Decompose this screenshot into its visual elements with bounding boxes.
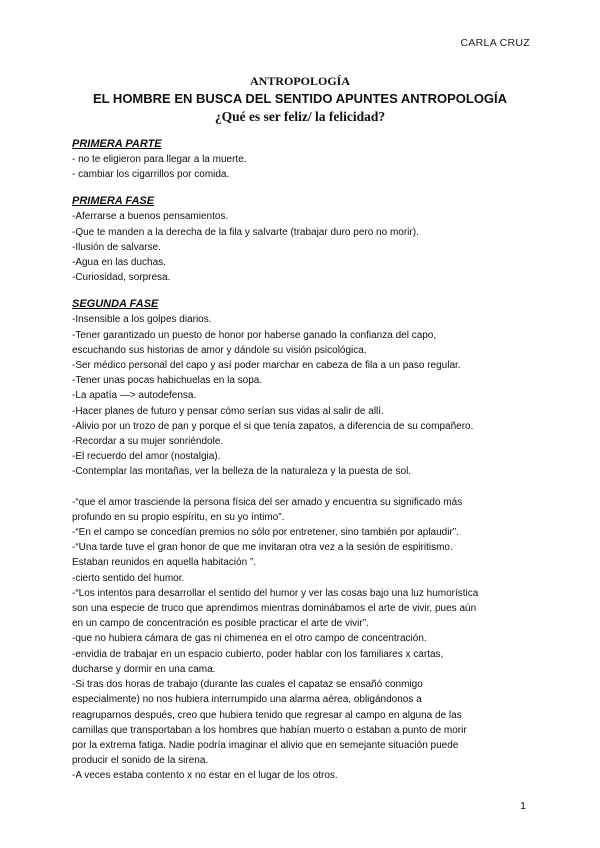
- quote-line: -A veces estaba contento x no estar en el lugar de los otros.: [72, 770, 338, 782]
- section-title: PRIMERA PARTE: [72, 138, 162, 150]
- section-primera-parte: [72, 137, 532, 182]
- list-item: escuchando sus historias de amor y dándole su visión psicológica.: [72, 344, 367, 356]
- list-item: -Aferrarse a buenos pensamientos.: [72, 211, 229, 223]
- list-item: -Tener unas pocas habichuelas en la sopa.: [72, 375, 263, 387]
- quote-line: ducharse y dormir en una cama.: [72, 663, 216, 675]
- subject-title: ANTROPOLOGÍA: [249, 74, 350, 88]
- list-item: -Agua en las duchas.: [72, 257, 166, 269]
- quote-line: -“En el campo se concedían premios no sólo por entretener, sino también por aplaudir”.: [72, 527, 459, 539]
- list-item: -Curiosidad, sorpresa.: [72, 272, 171, 284]
- quote-line: por la extrema fatiga. Nadie podría imaginar el alivio que en semejante situación puede: [72, 739, 459, 751]
- quote-line: -que no hubiera cámara de gas ni chimenea en el otro campo de concentración.: [72, 633, 427, 645]
- page-number: 1: [520, 800, 526, 812]
- list-item: -Que te manden a la derecha de la fila y salvarte (trabajar duro pero no morir).: [72, 226, 419, 238]
- section-segunda-fase: [72, 297, 532, 479]
- list-item: - no te eligieron para llegar a la muerte.: [72, 154, 247, 165]
- section-primera-fase: [72, 194, 532, 285]
- quote-line: reagruparnos después, creo que hubiera tenido que regresar al campo en alguna de las: [72, 709, 462, 721]
- quote-line: producir el sonido de la sirena.: [72, 755, 209, 767]
- list-item: - cambiar los cigarrillos por comida.: [72, 169, 230, 181]
- list-item: -Tener garantizado un puesto de honor por haberse ganado la confianza del capo,: [72, 329, 437, 341]
- quote-line: -“que el amor trasciende la persona física del ser amado y encuentra su significado más: [72, 496, 463, 508]
- quotes-block: [72, 495, 532, 784]
- quote-line: Estaban reunidos en aquella habitación ”.: [72, 557, 257, 569]
- quote-line: -cierto sentido del humor.: [72, 572, 185, 584]
- title-block: [0, 74, 600, 126]
- question-title: ¿Qué es ser feliz/ la felicidad?: [214, 109, 386, 124]
- list-item: -Alivio por un trozo de pan y porque el si que tenía zapatos, a diferencia de su compañero.: [72, 420, 474, 432]
- quote-line: profundo en su propio espíritu, en su yo íntimo”.: [72, 511, 285, 523]
- paragraph-gap: [72, 480, 532, 495]
- quote-line: son una especie de truco que aprendimos mientras dominábamos el arte de vivir, pues aún: [72, 603, 477, 615]
- list-item: -Ilusión de salvarse.: [72, 241, 161, 253]
- quote-line: especialmente) no nos hubiera interrumpido una alarma aérea, obligándonos a: [72, 694, 422, 706]
- list-item: -El recuerdo del amor (nostalgia).: [72, 451, 221, 463]
- section-title: SEGUNDA FASE: [72, 298, 159, 311]
- author-header: CARLA CRUZ: [460, 37, 530, 49]
- list-item: -Hacer planes de futuro y pensar cómo serían sus vidas al salir de allí.: [72, 405, 384, 417]
- section-title: PRIMERA FASE: [72, 195, 155, 208]
- list-item: -Ser médico personal del capo y así poder marchar en cabeza de fila a un paso regular.: [72, 360, 461, 372]
- list-item: -Recordar a su mujer sonriéndole.: [72, 436, 224, 448]
- quote-line: camillas que transportaban a los hombres que habían muerto o estaban a punto de morir: [72, 724, 467, 736]
- main-title: EL HOMBRE EN BUSCA DEL SENTIDO APUNTES ANTROPOLOGÍA: [92, 91, 508, 106]
- quote-line: en un campo de concentración es posible practicar el arte de vivir”.: [72, 618, 369, 630]
- quote-line: -“Los intentos para desarrollar el sentido del humor y ver las cosas bajo una luz humorística: [72, 587, 479, 599]
- quote-line: -“Una tarde tuve el gran honor de que me invitaran otra vez a la sesión de espiritismo.: [72, 542, 453, 554]
- quote-line: -Si tras dos horas de trabajo (durante las cuales el capataz se ensañó conmigo: [72, 679, 423, 691]
- quote-line: -envidia de trabajar en un espacio cubierto, poder hablar con los familiares x cartas,: [72, 648, 444, 660]
- document-body: [72, 137, 532, 784]
- list-item: -La apatía —> autodefensa.: [72, 390, 197, 402]
- list-item: -Contemplar las montañas, ver la belleza de la naturaleza y la puesta de sol.: [72, 466, 412, 478]
- list-item: -Insensible a los golpes diarios.: [72, 314, 212, 326]
